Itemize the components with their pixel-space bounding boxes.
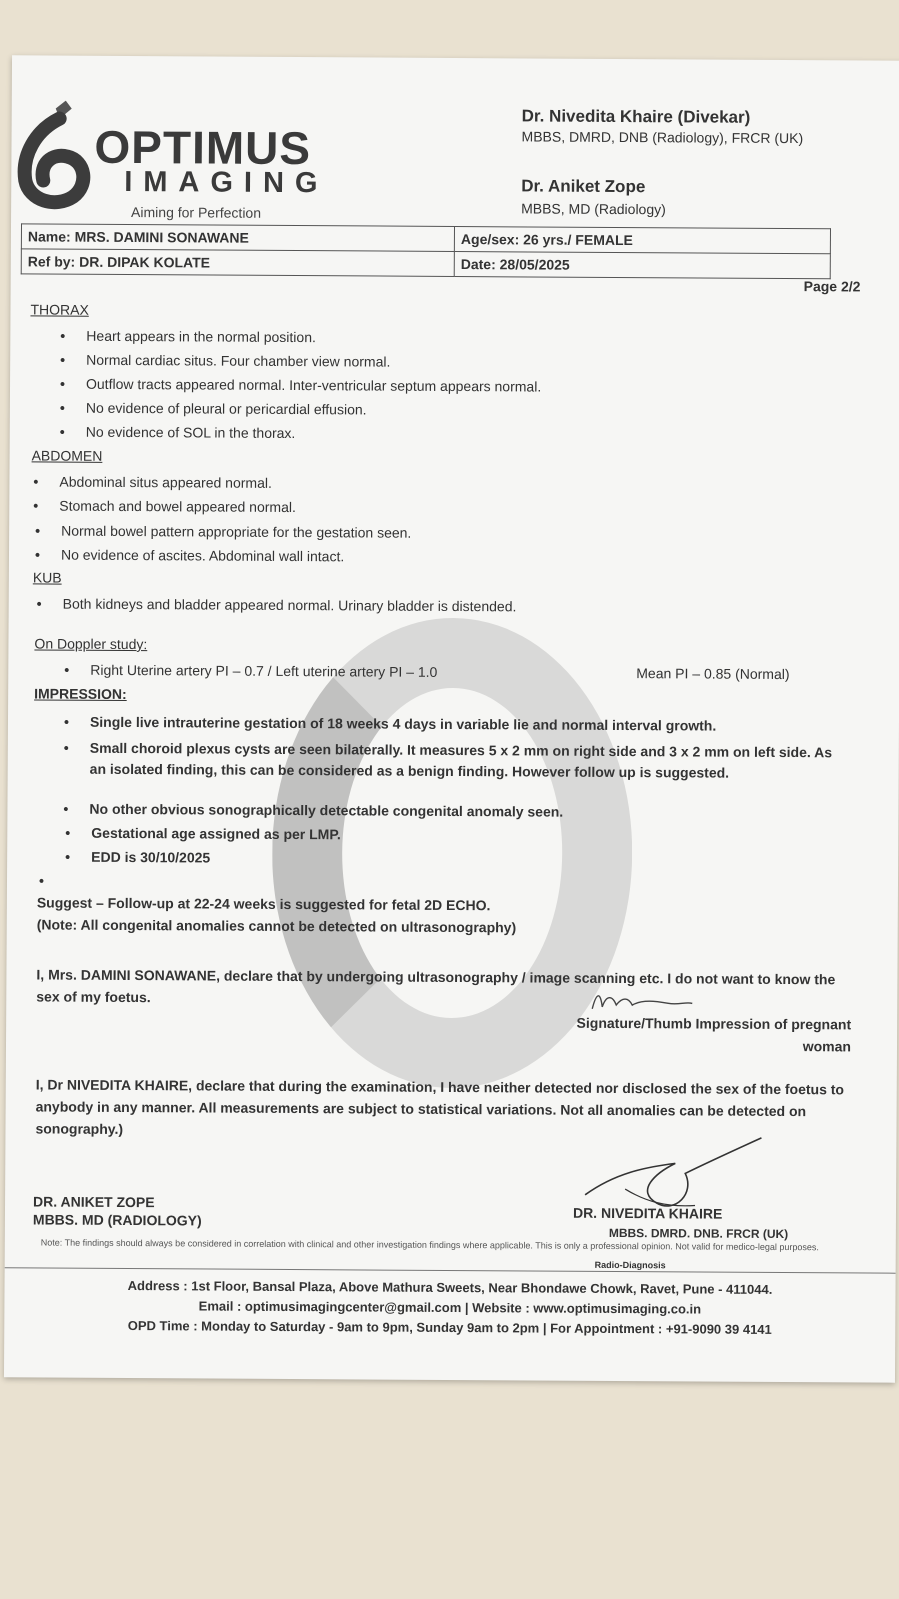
- footer-address: Address : 1st Floor, Bansal Plaza, Above Mathura Sweets, Near Bhondawe Chowk, Ravet, Pune - 411044.: [127, 1278, 773, 1297]
- ultrasonography-note: (Note: All congenital anomalies cannot be detected on ultrasonography): [36, 916, 517, 936]
- list-item: • Outflow tracts appeared normal. Inter-ventricular septum appears normal.: [86, 376, 541, 395]
- footer-opd: OPD Time : Monday to Saturday - 9am to 9pm, Sunday 9am to 2pm | For Appointment : +91-9090 39 4141: [127, 1318, 772, 1337]
- letterhead: [11, 55, 899, 230]
- list-item: • No evidence of pleural or pericardial effusion.: [86, 400, 367, 418]
- mean-pi: Mean PI – 0.85 (Normal): [636, 665, 790, 683]
- list-item: • Stomach and bowel appeared normal.: [59, 498, 296, 515]
- footer: [4, 1275, 895, 1340]
- list-item: • Normal cardiac situs. Four chamber view normal.: [86, 352, 390, 370]
- doctor-1-quals: MBBS, DMRD, DNB (Radiology), FRCR (UK): [521, 128, 804, 147]
- list-item: • Both kidneys and bladder appeared normal. Urinary bladder is distended.: [63, 596, 517, 615]
- footer-contact: Email : optimusimagingcenter@gmail.com | Website : www.optimusimaging.co.in: [198, 1298, 702, 1317]
- list-item: • Gestational age assigned as per LMP.: [91, 825, 341, 843]
- sign-right-quals: MBBS. DMRD. DNB. FRCR (UK): [608, 1225, 789, 1242]
- sign-right-sub: Radio-Diagnosis: [594, 1259, 666, 1271]
- doctor-2-quals: MBBS, MD (Radiology): [521, 200, 666, 218]
- kub-heading: KUB: [32, 569, 62, 586]
- list-item: • Small choroid plexus cysts are seen bilaterally. It measures 5 x 2 mm on right side and 3 x 2 mm on left side. As an isolated finding, this can be considered as a benign finding. However follow up is suggested.: [90, 738, 850, 785]
- sign-left-name: DR. ANIKET ZOPE: [32, 1193, 155, 1211]
- report-sheet: [4, 55, 899, 1382]
- patient-declaration: I, Mrs. DAMINI SONAWANE, declare that by undergoing ultrasonography / image scanning etc. I do not want to know the sex of my foetus.: [36, 966, 836, 1006]
- signature-label-2: woman: [802, 1038, 852, 1055]
- doppler-heading: On Doppler study:: [34, 635, 148, 653]
- sign-right-name: DR. NIVEDITA KHAIRE: [572, 1204, 723, 1222]
- list-item: • EDD is 30/10/2025: [91, 849, 210, 866]
- thorax-heading: THORAX: [30, 301, 89, 318]
- doctor-1: [522, 106, 804, 146]
- doctor-2: [521, 176, 666, 217]
- list-item: • Abdominal situs appeared normal.: [59, 474, 272, 491]
- list-item: • No evidence of SOL in the thorax.: [86, 424, 296, 441]
- suggest-line: Suggest – Follow-up at 22-24 weeks is suggested for fetal 2D ECHO.: [36, 894, 491, 914]
- list-item: • No other obvious sonographically detectable congenital anomaly seen.: [89, 801, 563, 820]
- doppler-item: • Right Uterine artery PI – 0.7 / Left uterine artery PI – 1.0: [90, 662, 437, 680]
- disclaimer: Note: The findings should always be considered in correlation with clinical and other investigation findings where applicable. This is only a professional opinion. Not valid for medico-legal purposes.: [40, 1237, 819, 1253]
- sign-left-quals: MBBS. MD (RADIOLOGY): [32, 1211, 202, 1229]
- impression-heading: IMPRESSION:: [34, 685, 127, 703]
- list-item: • Single live intrauterine gestation of 18 weeks 4 days in variable lie and normal interval growth.: [90, 714, 716, 734]
- doctor-declaration: I, Dr NIVEDITA KHAIRE, declare that during the examination, I have neither detected nor disclosed the sex of the foetus to anybody in any manner. All measurements are subject to statistical variations. Not all anomalies can be detected on sonography.): [35, 1076, 845, 1137]
- signature-label: Signature/Thumb Impression of pregnant: [576, 1014, 852, 1033]
- report-date: Date: 28/05/2025: [454, 251, 830, 278]
- list-item: • Heart appears in the normal position.: [86, 328, 316, 345]
- doctor-1-name: Dr. Nivedita Khaire (Divekar): [521, 106, 751, 127]
- optimus-logo-icon: [15, 100, 92, 210]
- list-item: • Normal bowel pattern appropriate for the gestation seen.: [61, 523, 411, 541]
- patient-name: Name: MRS. DAMINI SONAWANE: [21, 224, 454, 252]
- patient-age-sex: Age/sex: 26 yrs./ FEMALE: [454, 226, 830, 253]
- page-number: Page 2/2: [803, 278, 861, 295]
- referred-by: Ref by: DR. DIPAK KOLATE: [21, 249, 454, 277]
- abdomen-heading: ABDOMEN: [31, 447, 103, 464]
- logo-title: OPTIMUS: [94, 120, 312, 175]
- doctor-2-name: Dr. Aniket Zope: [521, 176, 646, 197]
- logo-subtitle: IMAGING: [124, 165, 329, 200]
- footer-divider: [5, 1267, 896, 1273]
- patient-info-table: [21, 223, 831, 279]
- logo-tagline: Aiming for Perfection: [131, 204, 262, 221]
- list-item: • No evidence of ascites. Abdominal wall intact.: [61, 547, 344, 565]
